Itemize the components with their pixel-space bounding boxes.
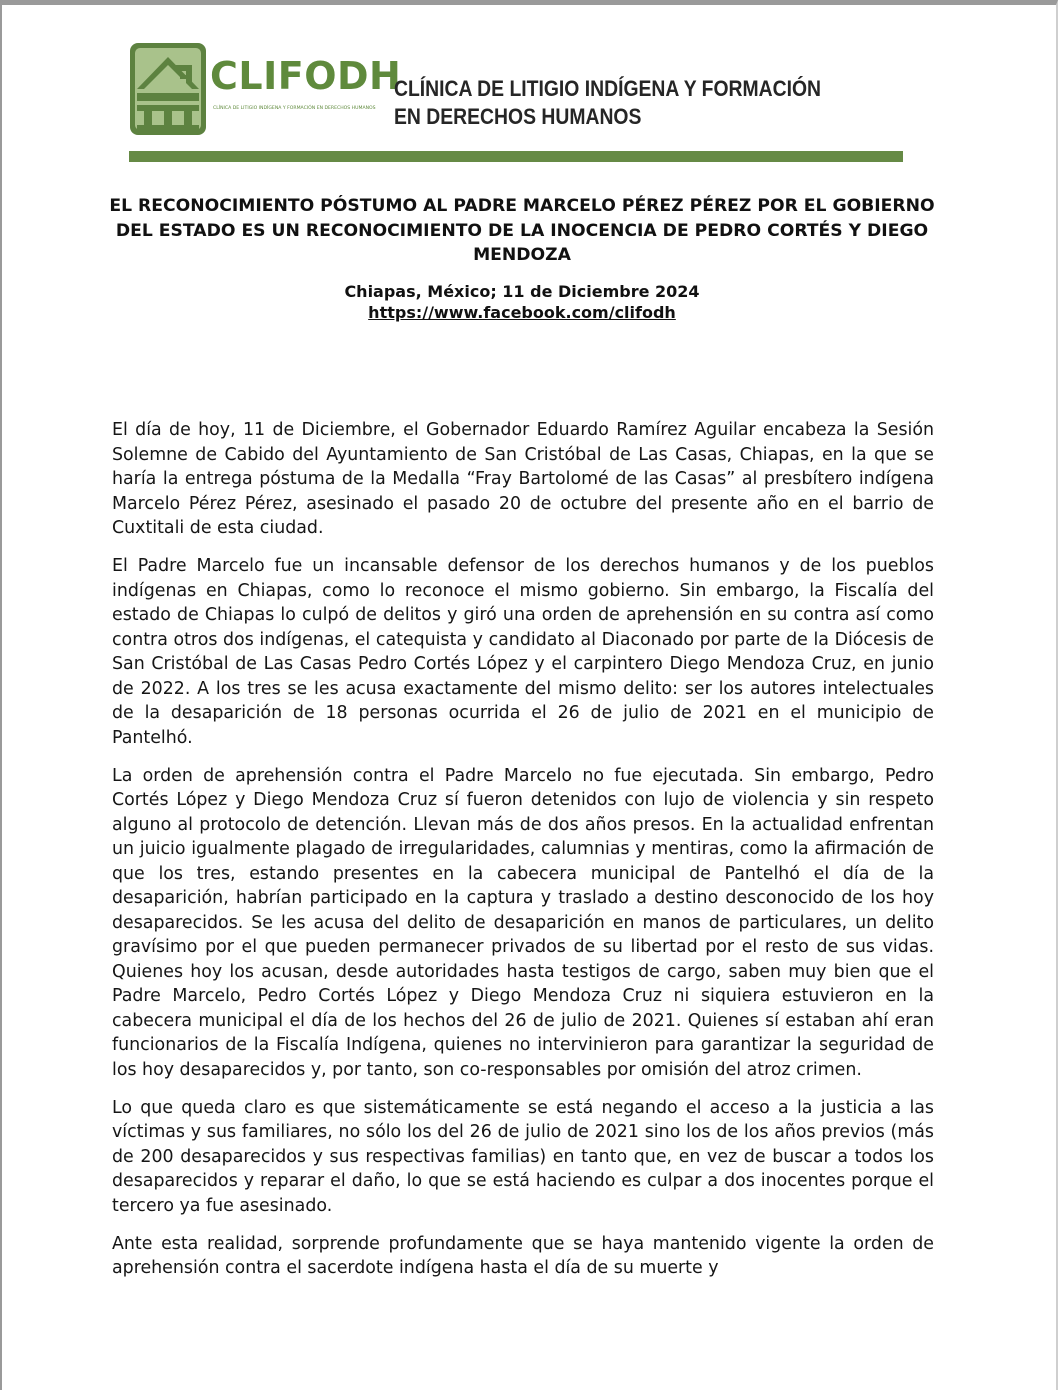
organization-name [394, 75, 822, 131]
body-paragraph: El Padre Marcelo fue un incansable defensor de los derechos humanos y de los pueblos indígenas en Chiapas, como lo reconoce el mismo gobierno. Sin embargo, la Fiscalía del estado de Chiapas lo culpó de delitos y giró una orden de aprehensión en su contra así como contra otros dos indígenas, el catequista y candidato al Diaconado por parte de la Diócesis de San Cristóbal de Las Casas Pedro Cortés López y el carpintero Diego Mendoza Cruz, en junio de 2022. A los tres se les acusa exactamente del mismo delito: ser los autores intelectuales de la desaparición de 18 personas ocurrida el 26 de julio de 2021 en el municipio de Pantelhó. [112, 556, 934, 748]
clifodh-logo-icon [130, 43, 206, 135]
document-headline: EL RECONOCIMIENTO PÓSTUMO AL PADRE MARCELO PÉREZ PÉREZ POR EL GOBIERNO DEL ESTADO ES UN RECONOCIMIENTO DE LA INOCENCIA DE PEDRO CORTÉS Y DIEGO MENDOZA [109, 196, 935, 265]
body-paragraph: Lo que queda claro es que sistemáticamente se está negando el acceso a la justicia a las víctimas y sus familiares, no sólo los del 26 de julio de 2021 sino los de los años previos (más de 200 desaparecidos y sus respectivas familias) en tanto que, en vez de buscar a todos los desaparecidos y reparar el daño, lo que se está haciendo es culpar a dos inocentes porque el tercero ya fue asesinado. [112, 1097, 934, 1216]
body-paragraph: El día de hoy, 11 de Diciembre, el Gobernador Eduardo Ramírez Aguilar encabeza la Sesión Solemne de Cabido del Ayuntamiento de San Cristóbal de Las Casas, Chiapas, en la que se haría la entrega póstuma de la Medalla “Fray Bartolomé de las Casas” al presbítero indígena Marcelo Pérez Pérez, asesinado el pasado 20 de octubre del presente año en el barrio de Cuxtitali de esta ciudad. [112, 420, 934, 538]
facebook-link-line [98, 302, 946, 323]
logo-subtitle: CLÍNICA DE LITIGIO INDÍGENA Y FORMACIÓN EN DERECHOS HUMANOS [213, 106, 376, 111]
organization-name-line-2: EN DERECHOS HUMANOS [394, 104, 642, 129]
document-page [2, 5, 1056, 1390]
body-paragraph: La orden de aprehensión contra el Padre Marcelo no fue ejecutada. Sin embargo, Pedro Cortés López y Diego Mendoza Cruz sí fueron detenidos con lujo de violencia y sin respeto alguno al protocolo de detención. Llevan más de dos años presos. En la actualidad enfrentan un juicio igualmente plagado de irregularidades, calumnias y mentiras, como la afirmación de que los tres, estando presentes en la cabecera municipal de Pantelhó el día de la desaparición, habrían participado en la captura y traslado a destino desconocido de los hoy desaparecidos. Se les acusa del delito de desaparición en manos de particulares, un delito gravísimo por el que pueden permanecer privados de su libertad por el resto de sus vidas. Quienes hoy los acusan, desde autoridades hasta testigos de cargo, saben muy bien que el Padre Marcelo, Pedro Cortés López y Diego Mendoza Cruz ni siquiera estuvieron en la cabecera municipal el día de los hechos del 26 de julio de 2021. Quienes sí estaban ahí eran funcionarios de la Fiscalía Indígena, quienes no intervinieron para garantizar la seguridad de los hoy desaparecidos y, por tanto, son co-responsables por omisión del atroz crimen. [112, 765, 934, 1080]
dateline: Chiapas, México; 11 de Diciembre 2024 [344, 282, 700, 301]
body-paragraph: Ante esta realidad, sorprende profundamente que se haya mantenido vigente la orden de aprehensión contra el sacerdote indígena hasta el día de su muerte y [112, 1233, 934, 1278]
organization-name-line-1: CLÍNICA DE LITIGIO INDÍGENA Y FORMACIÓN [394, 76, 822, 101]
facebook-link[interactable]: https://www.facebook.com/clifodh [368, 303, 676, 322]
header-divider [129, 151, 903, 162]
document-body [112, 418, 934, 1294]
logo-wordmark: CLIFODH [210, 54, 402, 98]
